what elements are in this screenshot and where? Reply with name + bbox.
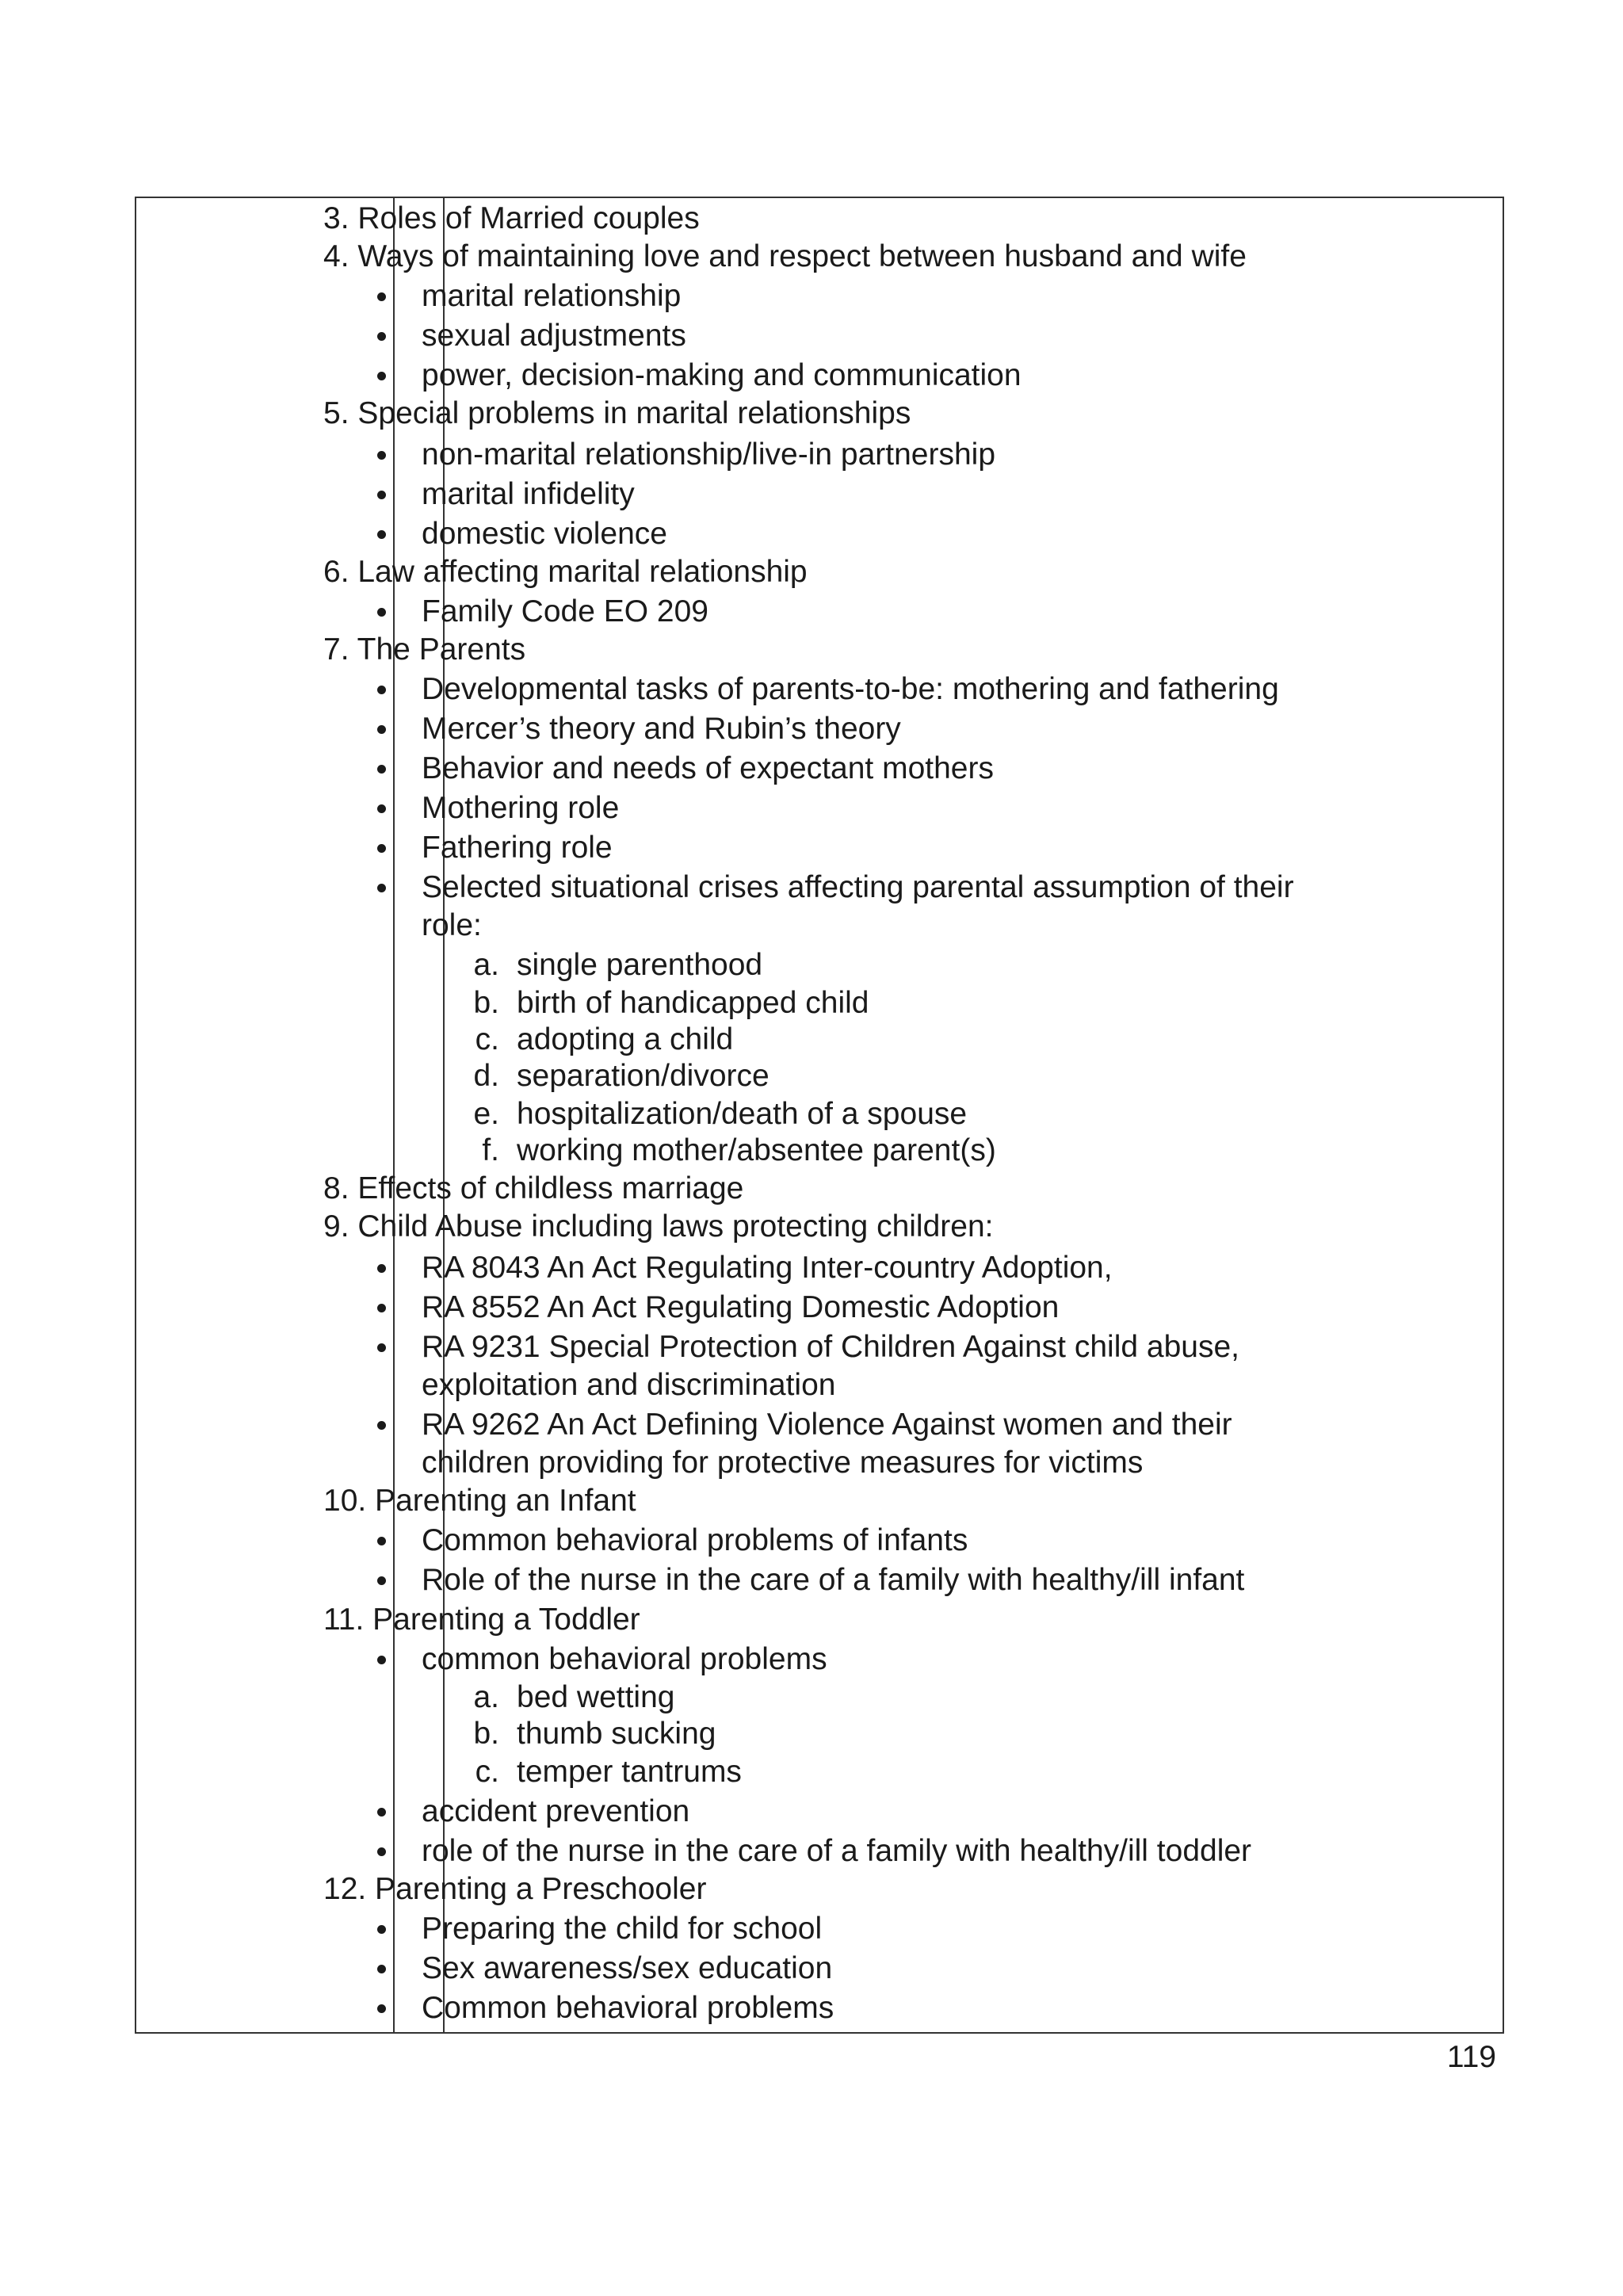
letter-text: bed wetting (517, 1680, 675, 1714)
bullet-icon (377, 451, 386, 460)
letter-marker: c. (475, 1022, 499, 1056)
bullet-icon (377, 804, 386, 813)
bullet-icon (377, 530, 386, 539)
bullet-text: non-marital relationship/live-in partnership (422, 437, 996, 472)
letter-marker: b. (473, 986, 499, 1020)
bullet-icon (377, 2004, 386, 2013)
bullet-text: marital relationship (422, 279, 682, 313)
letter-text: hospitalization/death of a spouse (517, 1097, 968, 1131)
bullet-text: Common behavioral problems (422, 1991, 834, 2025)
bullet-icon (377, 1656, 386, 1664)
table-column-1 (136, 198, 395, 2032)
bullet-text: Mothering role (422, 791, 620, 825)
bullet-text: role of the nurse in the care of a family with healthy/ill toddler (422, 1834, 1252, 1868)
bullet-icon (377, 1304, 386, 1312)
bullet-text: Mercer’s theory and Rubin’s theory (422, 712, 901, 746)
bullet-icon (377, 332, 386, 341)
bullet-text: accident prevention (422, 1794, 690, 1828)
bullet-icon (377, 884, 386, 892)
page-number: 119 (1446, 2040, 1496, 2074)
bullet-text: domestic violence (422, 517, 667, 551)
bullet-icon (377, 1576, 386, 1585)
letter-text: adopting a child (517, 1022, 734, 1056)
outline-heading: 10. Parenting an Infant (323, 1484, 636, 1518)
bullet-text: common behavioral problems (422, 1642, 827, 1676)
bullet-icon (377, 608, 386, 617)
letter-text: separation/divorce (517, 1059, 769, 1093)
bullet-continuation: children providing for protective measures for victims (422, 1446, 1144, 1480)
bullet-icon (377, 725, 386, 734)
letter-marker: f. (482, 1133, 499, 1167)
bullet-text: Behavior and needs of expectant mothers (422, 751, 994, 785)
outline-heading: 8. Effects of childless marriage (323, 1171, 744, 1205)
letter-text: thumb sucking (517, 1717, 716, 1751)
letter-marker: d. (473, 1059, 499, 1093)
letter-text: birth of handicapped child (517, 986, 869, 1020)
letter-marker: a. (473, 1680, 499, 1714)
bullet-icon (377, 372, 386, 380)
letter-text: temper tantrums (517, 1755, 742, 1789)
outline-heading: 7. The Parents (323, 632, 526, 667)
bullet-icon (377, 1965, 386, 1973)
bullet-text: RA 9231 Special Protection of Children Against child abuse, (422, 1330, 1239, 1364)
bullet-text: Fathering role (422, 831, 613, 865)
outline-heading: 11. Parenting a Toddler (323, 1603, 640, 1637)
bullet-text: Sex awareness/sex education (422, 1951, 833, 1985)
bullet-icon (377, 1343, 386, 1352)
outline-heading: 4. Ways of maintaining love and respect between husband and wife (323, 239, 1247, 273)
bullet-icon (377, 686, 386, 694)
bullet-text: Family Code EO 209 (422, 594, 708, 628)
bullet-text: RA 9262 An Act Defining Violence Against women and their (422, 1408, 1232, 1442)
bullet-text: marital infidelity (422, 477, 635, 511)
letter-text: single parenthood (517, 948, 763, 982)
bullet-icon (377, 844, 386, 853)
letter-marker: c. (475, 1755, 499, 1789)
bullet-text: Common behavioral problems of infants (422, 1523, 968, 1557)
letter-text: working mother/absentee parent(s) (517, 1133, 996, 1167)
bullet-icon (377, 292, 386, 301)
letter-marker: e. (473, 1097, 499, 1131)
bullet-icon (377, 1264, 386, 1273)
bullet-icon (377, 1847, 386, 1856)
bullet-text: RA 8552 An Act Regulating Domestic Adoption (422, 1290, 1060, 1324)
outline-heading: 9. Child Abuse including laws protecting children: (323, 1209, 994, 1244)
bullet-icon (377, 1808, 386, 1817)
bullet-icon (377, 1925, 386, 1934)
bullet-icon (377, 1421, 386, 1430)
outline-heading: 3. Roles of Married couples (323, 201, 700, 235)
letter-marker: a. (473, 948, 499, 982)
bullet-continuation: exploitation and discrimination (422, 1368, 836, 1402)
letter-marker: b. (473, 1717, 499, 1751)
bullet-text: sexual adjustments (422, 319, 686, 353)
bullet-icon (377, 765, 386, 774)
bullet-text: Preparing the child for school (422, 1912, 823, 1946)
bullet-icon (377, 491, 386, 499)
outline-heading: 12. Parenting a Preschooler (323, 1872, 707, 1906)
bullet-icon (377, 1537, 386, 1545)
outline-heading: 6. Law affecting marital relationship (323, 555, 808, 589)
bullet-text: Selected situational crises affecting parental assumption of their (422, 870, 1294, 904)
bullet-continuation: role: (422, 908, 482, 942)
outline-heading: 5. Special problems in marital relationships (323, 396, 911, 430)
bullet-text: power, decision-making and communication (422, 358, 1022, 392)
bullet-text: Developmental tasks of parents-to-be: mothering and fathering (422, 672, 1279, 706)
bullet-text: RA 8043 An Act Regulating Inter-country Adoption, (422, 1251, 1113, 1285)
bullet-text: Role of the nurse in the care of a family with healthy/ill infant (422, 1563, 1245, 1597)
